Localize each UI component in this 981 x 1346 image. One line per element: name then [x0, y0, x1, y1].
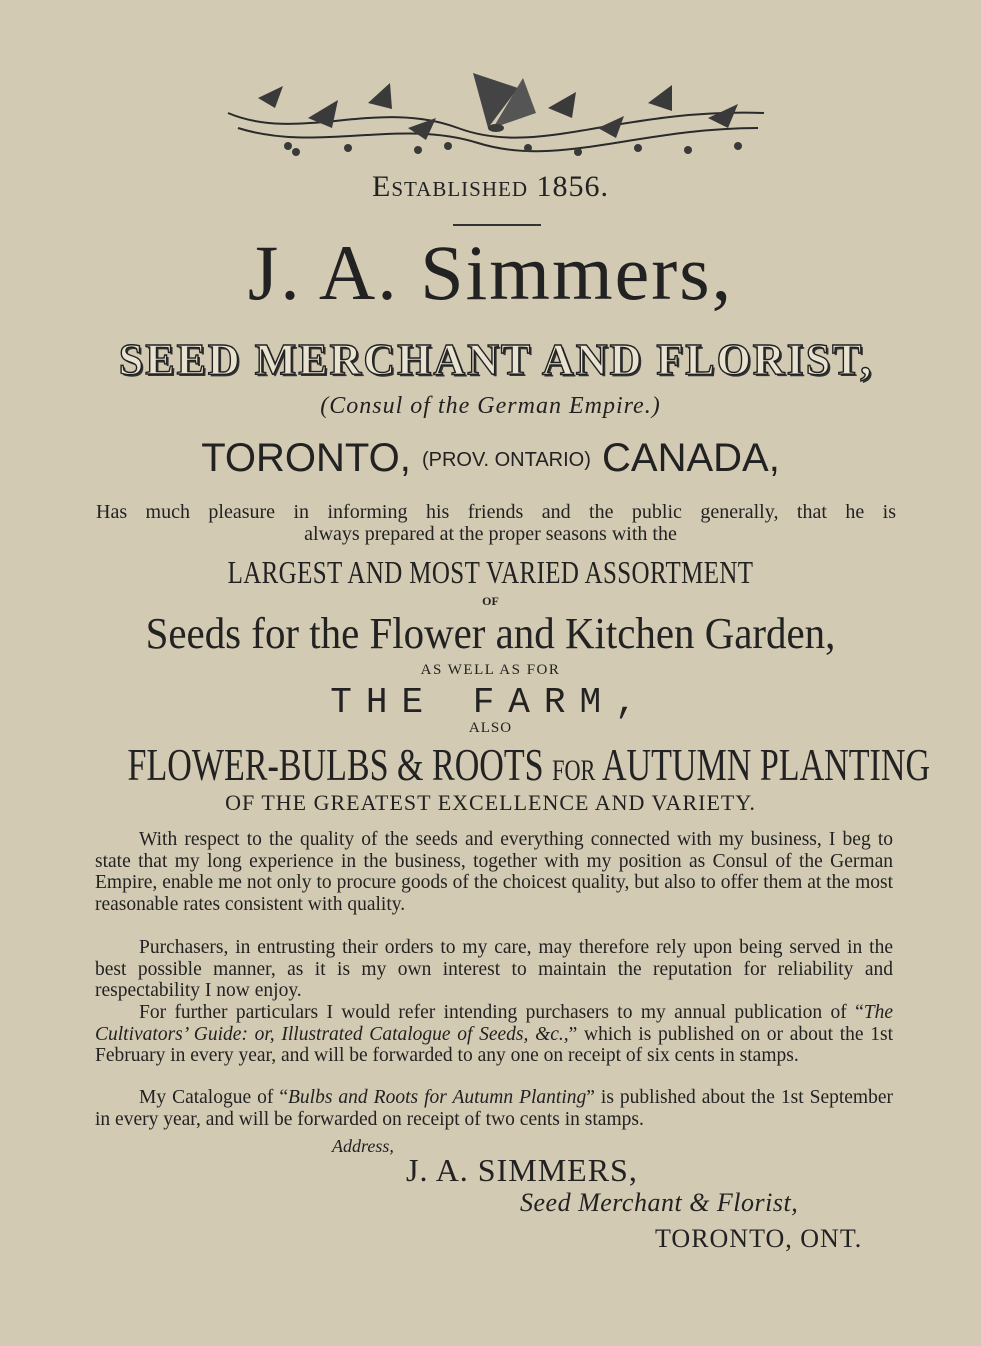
assortment-heading: LARGEST AND MOST VARIED ASSORTMENT: [227, 554, 754, 590]
as-well-as-for-label: AS WELL AS FOR: [420, 662, 561, 678]
divider-rule: [453, 224, 541, 226]
address-trade: Seed Merchant & Florist,: [520, 1188, 799, 1217]
address-name: J. A. SIMMERS,: [406, 1152, 638, 1188]
bulbs-heading-for: FOR: [552, 754, 596, 787]
established-date: Established 1856.: [372, 170, 609, 203]
paragraph-particulars-text-a: For further particulars I would refer intending purchasers to my annual publication of “: [139, 1002, 864, 1023]
paragraph-purchasers-text: Purchasers, in entrusting their orders to my care, may therefore rely upon being served in the best possible manner, as it is my own interest to maintain the reputation for reliability and respectability I now enjoy.: [95, 937, 893, 1002]
paragraph-particulars-text-b: ” which is published on or about the 1st February in every year, and will be forwarded to any one on receipt of six cents in stamps.: [95, 1023, 893, 1067]
intro-line-1: Has much pleasure in informing his friends and the public generally, that he is: [96, 501, 896, 523]
paragraph-catalogue-text-b: ” is published about the 1st September in every year, and will be forwarded on receipt of two cents in stamps.: [95, 1087, 893, 1130]
paragraph-catalogue-text-a: My Catalogue of “: [139, 1087, 289, 1108]
farm-heading: THE FARM,: [330, 682, 651, 723]
location-province: (PROV. ONTARIO): [421, 449, 591, 471]
paragraph-quality: [95, 829, 893, 916]
merchant-trade: SEED MERCHANT AND FLORIST,: [118, 335, 874, 384]
consul-title: (Consul of the German Empire.): [320, 393, 661, 419]
address-city: TORONTO, ONT.: [655, 1224, 863, 1253]
location-city: TORONTO,: [201, 436, 411, 480]
paragraph-particulars: [95, 1002, 893, 1067]
location-line: [0, 436, 981, 481]
also-label: ALSO: [468, 720, 513, 736]
merchant-name: J. A. Simmers,: [247, 229, 734, 316]
bulbs-heading: [127, 738, 931, 791]
of-label: OF: [482, 594, 499, 608]
intro-line-2: always prepared at the proper seasons with the: [304, 523, 677, 545]
address-label: Address,: [332, 1136, 394, 1156]
bulbs-heading-part2: AUTUMN PLANTING: [601, 739, 931, 790]
ivy-butterfly-ornament-icon: [218, 58, 774, 168]
paragraph-quality-text: With respect to the quality of the seeds and everything connected with my business, I beg to state that my long experience in the business, together with my position as Consul of the German Empire, enable me not only to procure goods of the choicest quality, but also to offer them at the most reasonable rates consistent with quality.: [95, 829, 893, 916]
paragraph-purchasers: [95, 937, 893, 1002]
excellence-line: OF THE GREATEST EXCELLENCE AND VARIETY.: [225, 790, 756, 815]
seeds-heading: Seeds for the Flower and Kitchen Garden,: [145, 609, 836, 658]
paragraph-catalogue: [95, 1087, 893, 1130]
bulbs-catalogue-title: Bulbs and Roots for Autumn Planting: [288, 1087, 587, 1108]
cultivators-guide-title: The Cultivators’ Guide: or, Illustrated Catalogue of Seeds, &c.,: [95, 1002, 893, 1045]
location-country: CANADA,: [602, 436, 780, 480]
bulbs-heading-part1: FLOWER-BULBS & ROOTS: [127, 739, 544, 790]
